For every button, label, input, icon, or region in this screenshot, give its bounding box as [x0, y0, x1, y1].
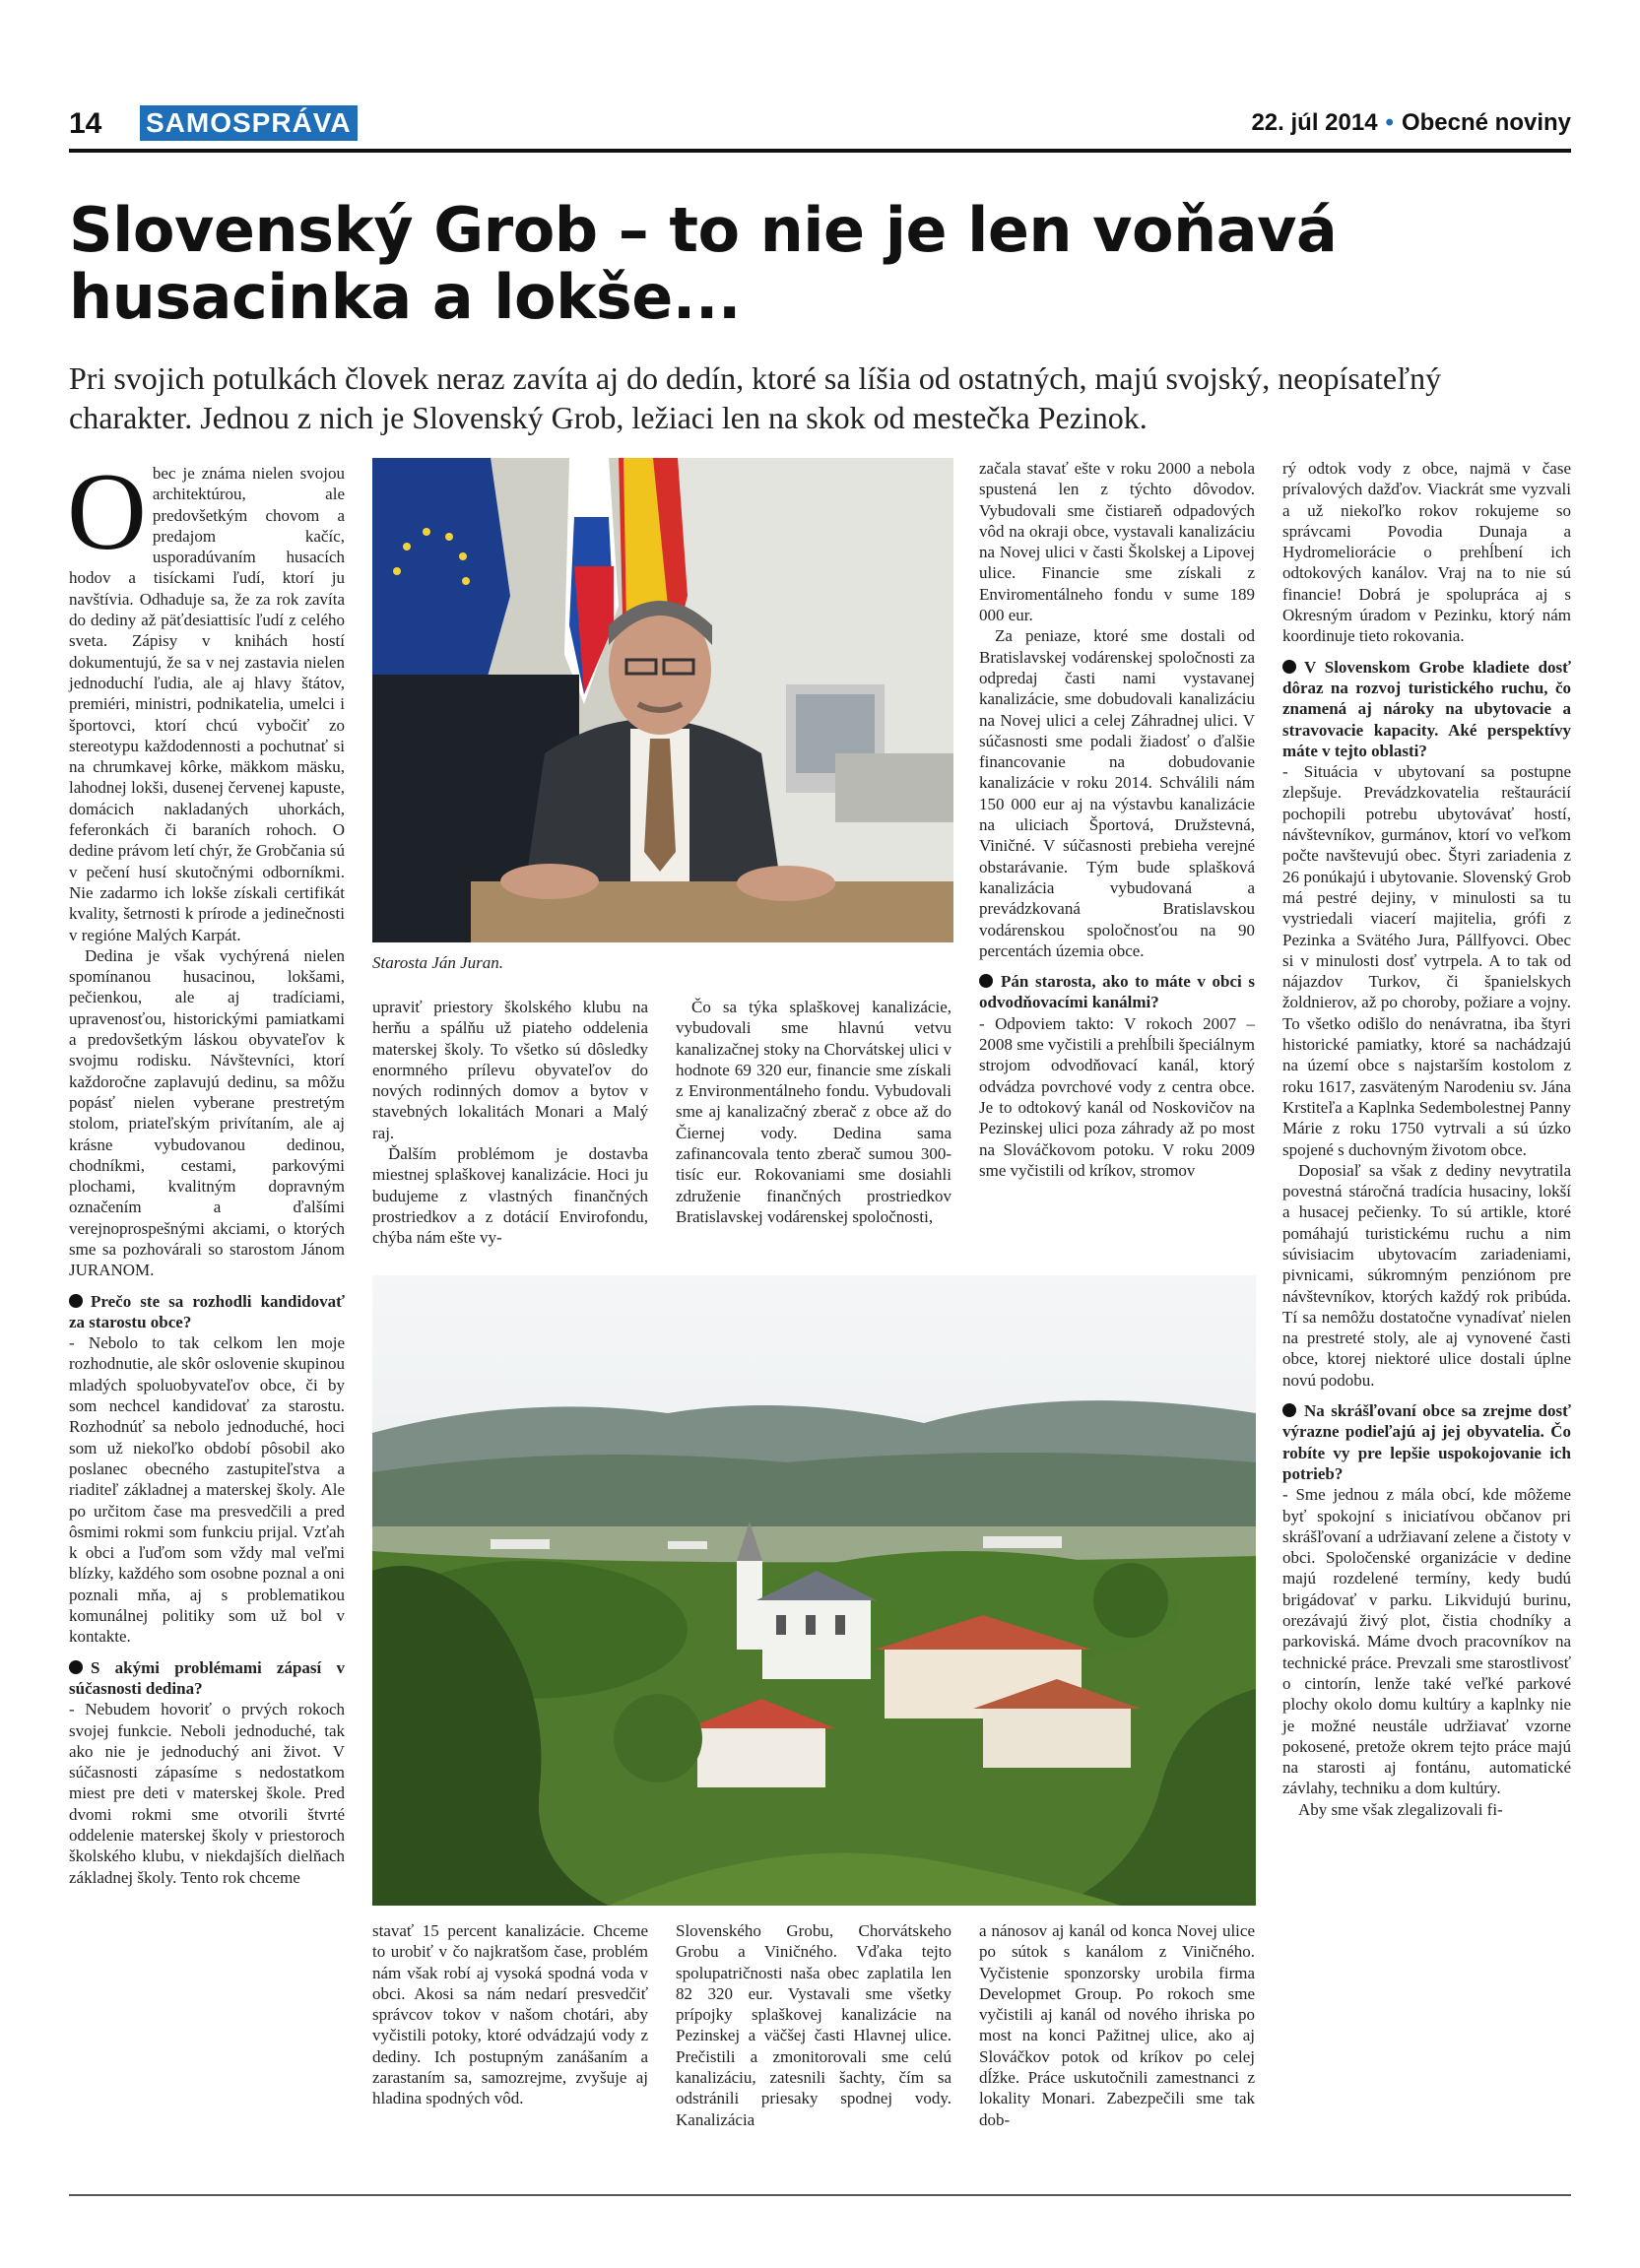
interview-question	[69, 1291, 345, 1333]
paragraph: a nánosov aj kanál od konca Novej ulice po sútok s kanálom z Viničného. Vyčistenie sponzorsky urobila firma Developmet Group. Po rokoch sme vyčistili aj kanál od nového ihriska po most na konci Pažitnej ulice, ako aj Slováčkov potok od kríkov po celej dĺžke. Práce uskutočnili zamestnanci z lokality Monari. Zabezpečili sme tak dob-	[979, 1921, 1255, 2129]
paragraph: Za peniaze, ktoré sme dostali od Bratislavskej vodárenskej spoločnosti za odpredaj časti nami vystavanej kanalizácie, sme dobudovali kanalizáciu na Novej ulici a celej Záhradnej ulici. V súčasnosti sme podali žiadosť o ďalšie financovanie na dobudovanie kanalizácie v roku 2014. Schválili nám 150 000 eur aj na výstavbu kanalizácie na uliciach Športová, Družstevná, Viničné. V súčasnosti prebieha verejné obstarávanie. Tým bude splašková kanalizácia vybudovaná a prevádzkovaná Bratislavskou vodárenskou spoločnosťou na 90 percentách územia obce.	[979, 626, 1255, 960]
paragraph: Dedina je však vychýrená nielen spomínanou husacinou, lokšami, pečienkou, ale aj tradíciami, upravenosťou, historickými pamiatkami a predovšetkým láskou obyvateľov k svojmu rodisku. Návštevníci, ktorí každoročne zaplavujú dedinu, sa môžu popásť nielen vyberane prestretým stolom, priateľským privítaním, ale aj krásne vybudovanou dedinou, chodníkmi, cestami, parkovými plochami, kvalitným dopravným označením a ďalšími verejnoprospešnými akciami, o ktorých sme sa pozhovárali so starostom Jánom JURANOM.	[69, 945, 345, 1280]
bullet-icon	[69, 1294, 83, 1308]
article-headline: Slovenský Grob – to nie je len voňavá husacinka a lokše...	[69, 194, 1338, 333]
issue-date: 22. júl 2014	[1251, 109, 1378, 136]
bullet-icon	[979, 974, 993, 988]
paragraph: Čo sa týka splaškovej kanalizácie, vybudovali sme hlavnú vetvu kanalizačnej stoky na Chorvátskej ulici v hodnote 69 320 eur, financie sme získali z Environmentálneho fondu. Vybudovali sme aj kanalizačný zberač z obce až do Čiernej vody. Dedina sama zafinancovala tento zberač sumou 300-tisíc eur. Rokovaniami sme dosiahli združenie finančných prostriedkov Bratislavskej vodárenskej spoločnosti,	[676, 998, 951, 1226]
bullet-icon	[1282, 660, 1296, 674]
interview-question	[1282, 657, 1571, 761]
bullet-icon	[1282, 1403, 1296, 1417]
interview-answer: - Situácia v ubytovaní sa postupne zlepšuje. Prevádzkovatelia reštaurácií pochopili potrebu ubytovávať hostí, návštevníkov, gurmánov, ktorí vo veľkom počte navštevujú obec. Štyri zariadenia z 26 ponúkajú i ubytovanie. Slovenský Grob má pestré dejiny, v minulosti sa tu vystriedali viacerí majitelia, grófi z Pezinka a Svätého Jura, Pállfyovci. Obec si v minulosti dosť vytrpela. A to tak od nájazdov Turkov, či španielskych žoldnierov, až po choroby, požiare a vojny. To všetko odišlo do nenávratna, iba štyri historické pamiatky, ktoré sa nachádzajú na území obce s najstarším kostolom z roku 1617, zasväteným Narodeniu sv. Jána Krstiteľa a Kaplnka Sedembolestnej Panny Márie z roku 1750 vytrvali a sú úzko spojené s duchovným životom obce.	[1282, 762, 1572, 1159]
interview-answer: - Sme jednou z mála obcí, kde môžeme byť spokojní s iniciatívou občanov pri skrášľovaní a udržiavaní zelene a čistoty v obci. Spoločenské organizácie v dedine majú rozdelené termíny, kedy budú brigádovať v parku. Likvidujú burinu, orezávajú živý plot, čistia chodníky a parkoviská. Máme dvoch pracovníkov na technické práce. Prevzali sme starostlivosť o cintorín, lenže také veľké parkové plochy okolo domu kultúry a kaplnky nie je možné neustále udržiavať vzorne pokosené, pretože okrem tejto práce majú na starosti aj fontánu, automatické závlahy, techniku a dom kultúry.	[1282, 1485, 1571, 1798]
paragraph: stavať 15 percent kanalizácie. Chceme to urobiť v čo najkratšom čase, problém nám však robí aj vysoká spodná voda v obci. Akosi sa nám nedarí presvedčiť správcov tokov v našom chotári, aby vyčistili potoky, ktoré odvádzajú vody z dediny. Ich postupným zanášaním a zarastaním sa, samozrejme, zvyšuje aj hladina spodných vôd.	[372, 1921, 648, 2108]
paragraph: začala stavať ešte v roku 2000 a nebola spustená len z týchto dôvodov. Vybudovali sme čistiareň odpadových vôd na okraji obce, vystavali kanalizáciu na Novej ulici v časti Školskej a Lipovej ulice. Financie sme získali z Enviromentálneho fondu v sume 189 000 eur.	[979, 459, 1255, 625]
village-photo	[372, 1275, 1256, 1906]
column-4-upper	[979, 458, 1255, 1181]
column-2-upper	[372, 997, 648, 1249]
question-text: Na skrášľovaní obce sa zrejme dosť výrazne podieľajú aj jej obyvatelia. Čo robíte vy pre lepšie uspokojovanie ich potrieb?	[1282, 1401, 1571, 1483]
section-label: SAMOSPRÁVA	[140, 105, 358, 141]
interview-answer: - Nebudem hovoriť o prvých rokoch svojej funkcie. Neboli jednoduché, tak ako nie je jednoduchý ani život. V súčasnosti zápasíme s nedostatkom miest pre deti v materskej škole. Pred dvomi rokmi sme otvorili štvrté oddelenie materskej školy v priestoroch školského klubu, v niekdajších dielňach základnej školy. Tento rok chceme	[69, 1700, 345, 1887]
column-1	[67, 451, 345, 1888]
interview-answer: - Nebolo to tak celkom len moje rozhodnutie, ale skôr oslovenie skupinou mladých spoluobyvateľov obce, či by som nechcel kandidovať za starostu. Rozhodnúť sa nebolo jednoduché, hoci som už niekoľko období pôsobil ako poslanec obecného zastupiteľstva a riaditeľ základnej a materskej školy. Ale po určitom čase ma presvedčili a pred ôsmimi rokmi som funkciu prijal. Vzťah k obci a ľuďom som vždy mal veľmi blízky, každého som osobne poznal a oni poznali mňa, aj s problematikou komunálnej politiky som už bol v kontakte.	[69, 1333, 345, 1647]
paragraph: Ďalším problémom je dostavba miestnej splaškovej kanalizácie. Hoci ju budujeme z vlastných finančných prostriedkov a z dotácií Envirofondu, chýba nám ešte vy-	[372, 1144, 648, 1248]
column-2-lower	[372, 1920, 648, 2109]
drop-cap: O	[67, 451, 147, 573]
paragraph: Slovenského Grobu, Chorvátskeho Grobu a Viničného. Vďaka tejto spolupatričnosti naša obec zaplatila len 82 320 eur. Vystavali sme všetky prípojky splaškovej kanalizácie na Pezinskej a väčšej časti Hlavnej ulice. Prečistili a zmonitorovali sme celú kanalizáciu, zatesnili šachty, čím sa odstránili priesaky spodnej vody. Kanalizácia	[676, 1921, 951, 2129]
bottom-rule	[69, 2194, 1571, 2196]
interview-question	[69, 1657, 345, 1700]
question-text: V Slovenskom Grobe kladiete dosť dôraz na rozvoj turistického ruchu, čo znamená aj nároky na ubytovacie a stravovacie kapacity. Aké perspektívy máte v tejto oblasti?	[1282, 657, 1571, 760]
publication-name: Obecné noviny	[1401, 109, 1571, 136]
mayor-photo	[372, 458, 953, 942]
article-lead: Pri svojich potulkách človek neraz zavíta aj do dedín, ktoré sa líšia od ostatných, majú svojský, neopísateľný charakter. Jednou z nich je Slovenský Grob, ležiaci len na skok od mestečka Pezinok.	[69, 360, 1442, 435]
column-3-lower	[676, 1920, 951, 2130]
paragraph: bec je známa nielen svojou architektúrou, ale predovšetkým chovom a predajom kačíc, usporadúvaním husacích hodov a tisíckami ľudí, ktorí ju navštívia. Odhaduje sa, že za rok zavíta do dediny až päťdesiattisíc ľudí z celého sveta. Zápisy v knihách hostí dokumentujú, že sa v nej zastavia nielen jednoduchí ľudia, ale aj hlavy štátov, premiéri, ministri, podnikatelia, umelci i športovci, ktorí chcú vybočiť zo stereotypu každodennosti a pochutnať si na chrumkavej kôrke, mäkkom mäsku, lahodnej lokši, dusenej červenej kapuste, domácich nakladaných uhorkách, feferonkách či baraních rohoch. O dedine právom letí chýr, že Grobčania sú v pečení husí skutočnými odborníkmi. Nie zadarmo ich lokše získali certifikát kvality, šetrnosti k prírode a jedinečnosti v regióne Malých Karpát.	[69, 464, 345, 944]
photo-caption: Starosta Ján Juran.	[372, 953, 504, 972]
column-4-lower	[979, 1920, 1255, 2130]
interview-answer: - Odpoviem takto: V rokoch 2007 – 2008 sme vyčistili a prehĺbili špeciálnym strojom odvodňovací kanál, ktorý odvádza povrchové vody z centra obce. Je to odtokový kanál od Noskovičov na Pezinskej ulici poza záhrady až po most na Slováčkovom potoku. V roku 2009 sme vyčistili od kríkov, stromov	[979, 1013, 1255, 1180]
column-5	[1282, 458, 1571, 1820]
bullet-icon	[69, 1660, 83, 1674]
page-number: 14	[69, 107, 102, 140]
question-text: Pán starosta, ako to máte v obci s odvodňovacími kanálmi?	[979, 972, 1255, 1012]
paragraph: Doposiaľ sa však z dediny nevytratila povestná stáročná tradícia husaciny, lokší a husacej pečienky. To sú artikle, ktoré pomáhajú turistickému ruchu a nim súvisiacim ubytovacím zariadeniami, pivnicami, súkromným penziónom pre návštevníkov, ktorých každý rok pribúda. Tí sa nemôžu dostatočne vynadívať nielen na prestreté stoly, ale aj vynovené časti obce, ktorej niektoré ulice dostali úplne novú podobu.	[1282, 1160, 1571, 1390]
interview-question	[1282, 1400, 1571, 1484]
paragraph: rý odtok vody z obce, najmä v čase prívalových dažďov. Viackrát sme vyzvali a už niekoľko rokov rokujeme so správcami Povodia Dunaja a Hydromeliorácie o prehĺbení ich odtokových kanálov. Vraj na to nie sú financie! Dobrá je spolupráca aj s Okresným úradom v Pezinku, ktorý nám koordinuje tieto rokovania.	[1282, 459, 1571, 646]
paragraph: upraviť priestory školského klubu na herňu a spálňu už piateho oddelenia materskej školy. To všetko sú dôsledky enormného prílevu obyvateľov do nových rodinných domov a bytov v stavebných lokalitách Monari a Malý raj.	[372, 998, 648, 1142]
mayor-photo-illustration	[372, 458, 953, 942]
village-photo-illustration	[372, 1275, 1256, 1906]
column-3-upper	[676, 997, 951, 1227]
separator-dot: •	[1385, 109, 1394, 136]
page-header	[69, 99, 1571, 153]
question-text: S akými problémami zápasí v súčasnosti dedina?	[69, 1657, 345, 1698]
question-text: Prečo ste sa rozhodli kandidovať za starostu obce?	[69, 1291, 345, 1331]
paragraph: Aby sme však zlegalizovali fi-	[1298, 1799, 1503, 1819]
interview-question	[979, 971, 1255, 1013]
issue-info	[1251, 109, 1571, 137]
